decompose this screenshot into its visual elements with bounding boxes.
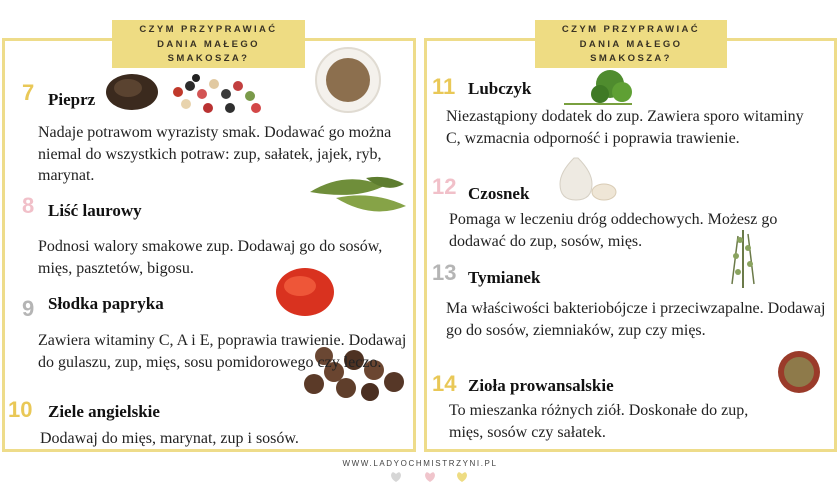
banner-line: DANIA MAŁEGO (157, 38, 260, 50)
item-description: Pomaga w leczeniu dróg oddechowych. Możesz go dodawać do zup, sosów, mięs. (449, 211, 778, 250)
item-number: 14 (432, 371, 457, 396)
item-number: 7 (22, 80, 35, 105)
pepper-powder-icon (104, 66, 160, 112)
lovage-icon (560, 64, 636, 110)
item-title: Liść laurowy (48, 201, 142, 220)
item-number: 12 (432, 174, 457, 199)
footer-url: WWW.LADYOCHMISTRZYNI.PL (342, 459, 498, 468)
item-title: Tymianek (468, 268, 541, 287)
item-title: Czosnek (468, 184, 530, 203)
banner-line: DANIA MAŁEGO (579, 38, 683, 50)
item-number: 11 (432, 74, 456, 99)
item-number: 10 (8, 397, 33, 422)
banner-line: CZYM PRZYPRAWIAĆ (139, 24, 278, 35)
item-description: Ma właściwości bakteriobójcze i przeciwzapalne. Dodawaj go do sosów, ziemniaków, zup czy mięs. (446, 300, 826, 339)
right-banner (535, 20, 727, 68)
hearts-icon (390, 471, 470, 483)
item-title: Zioła prowansalskie (468, 376, 614, 395)
item-number: 8 (22, 193, 35, 218)
peppercorns-icon (168, 72, 268, 120)
banner-line: SMAKOSZA? (167, 53, 250, 64)
banner-line: CZYM PRZYPRAWIAĆ (561, 24, 701, 35)
herbs-bowl-icon (776, 350, 822, 394)
left-banner (112, 20, 305, 68)
item-description: Zawiera witaminy C, A i E, poprawia trawienie. Dodawaj do gulaszu, zup, mięs, sosu pomidorowego czy leczo. (38, 332, 407, 371)
item-title: Lubczyk (468, 79, 532, 98)
item-description: Podnosi walory smakowe zup. Dodawaj go do sosów, mięs, pasztetów, bigosu. (38, 238, 383, 277)
item-title: Pieprz (48, 90, 96, 109)
item-description: Dodawaj do mięs, marynat, zup i sosów. (40, 430, 299, 447)
item-number: 13 (432, 260, 457, 285)
pepper-bowl-icon (314, 46, 382, 114)
item-description: Niezastąpiony dodatek do zup. Zawiera sporo witaminy C, wzmacnia odporność i poprawia trawienie. (446, 108, 804, 147)
item-description: To mieszanka różnych ziół. Doskonałe do zup, mięs, sosów czy sałatek. (449, 402, 749, 441)
banner-line: SMAKOSZA? (590, 53, 672, 64)
item-number: 9 (22, 296, 35, 321)
item-description: Nadaje potrawom wyrazisty smak. Dodawać go można niemal do wszystkich potraw: zup, sałatek, jajek, ryb, marynat. (38, 124, 392, 184)
item-title: Ziele angielskie (48, 402, 160, 421)
garlic-icon (552, 154, 620, 204)
item-title: Słodka papryka (48, 294, 164, 313)
